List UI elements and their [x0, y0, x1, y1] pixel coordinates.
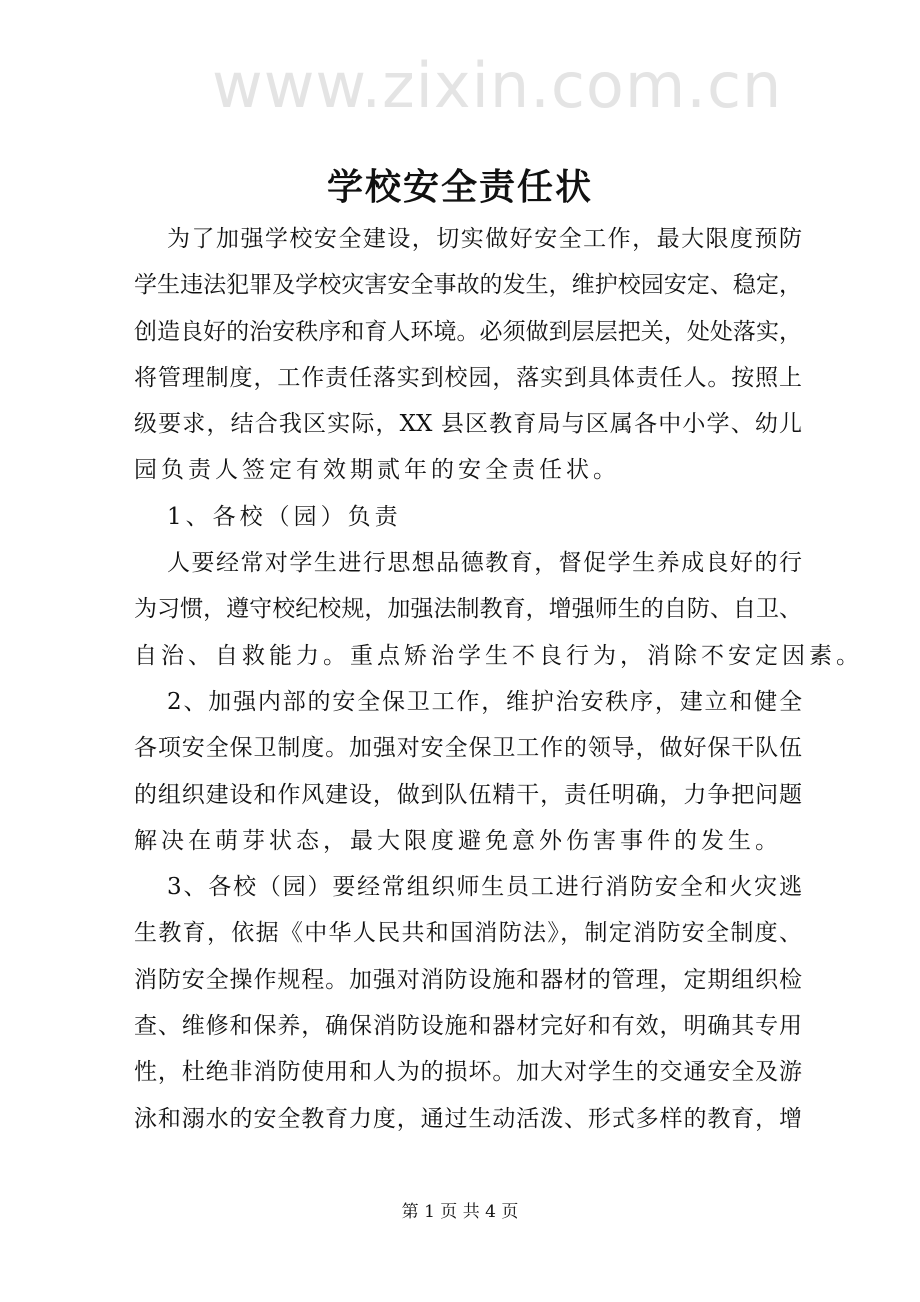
text-line: 自治、自救能力。重点矫治学生不良行为，消除不安定因素。: [134, 642, 863, 669]
document-body: [134, 216, 863, 1142]
text-line: 为习惯，遵守校纪校规，加强法制教育，增强师生的自防、自卫、: [134, 596, 802, 623]
text-line: 将管理制度，工作责任落实到校园，落实到具体责任人。按照上: [134, 364, 802, 391]
text-line: 的组织建设和作风建设，做到队伍精干，责任明确，力争把问题: [134, 781, 802, 808]
section-heading: 1、各校（园）负责: [167, 503, 402, 530]
text-line: 创造良好的治安秩序和育人环境。必须做到层层把关，处处落实，: [134, 318, 802, 345]
text-line: 性，杜绝非消防使用和人为的损坏。加大对学生的交通安全及游: [134, 1059, 802, 1086]
text-line: 2、加强内部的安全保卫工作，维护治安秩序，建立和健全: [167, 688, 802, 715]
text-line: 查、维修和保养，确保消防设施和器材完好和有效，明确其专用: [134, 1013, 802, 1040]
text-line: 3、各校（园）要经常组织师生员工进行消防安全和火灾逃: [167, 874, 802, 901]
text-line: 园负责人签定有效期贰年的安全责任状。: [134, 457, 620, 484]
text-line: 学生违法犯罪及学校灾害安全事故的发生，维护校园安定、稳定，: [134, 272, 802, 299]
text-line: 级要求，结合我区实际，XX 县区教育局与区属各中小学、幼儿: [134, 411, 802, 438]
document-title: 学校安全责任状: [326, 166, 593, 208]
watermark: www.zixin.com.cn: [212, 49, 783, 122]
text-line: 消防安全操作规程。加强对消防设施和器材的管理，定期组织检: [134, 966, 802, 993]
text-line: 为了加强学校安全建设，切实做好安全工作，最大限度预防: [167, 226, 802, 252]
page-footer: 第 1 页 共 4 页: [401, 1202, 519, 1222]
text-line: 泳和溺水的安全教育力度，通过生动活泼、形式多样的教育，增: [134, 1105, 802, 1132]
text-line: 人要经常对学生进行思想品德教育，督促学生养成良好的行: [167, 550, 802, 577]
text-line: 解决在萌芽状态，最大限度避免意外伤害事件的发生。: [134, 827, 782, 854]
text-line: 各项安全保卫制度。加强对安全保卫工作的领导，做好保干队伍: [134, 735, 802, 762]
text-line: 生教育，依据《中华人民共和国消防法》，制定消防安全制度、: [134, 920, 802, 947]
